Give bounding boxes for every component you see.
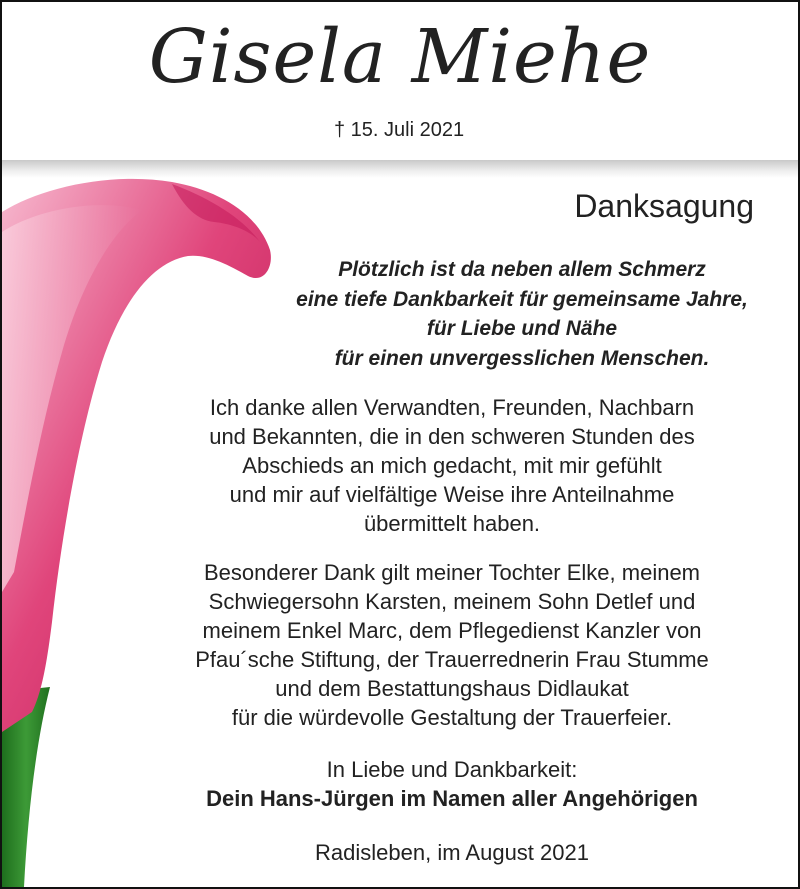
quote-line: eine tiefe Dankbarkeit für gemeinsame Jahre, bbox=[296, 287, 748, 311]
paragraph-line: Pfau´sche Stiftung, der Trauerrednerin Frau Stumme bbox=[195, 647, 709, 672]
paragraph-line: für die würdevolle Gestaltung der Trauerfeier. bbox=[231, 705, 673, 730]
quote-line: für einen unvergesslichen Menschen. bbox=[334, 346, 710, 370]
quote-block bbox=[262, 255, 782, 373]
quote-line: für Liebe und Nähe bbox=[426, 317, 618, 340]
paragraph-line: übermittelt haben. bbox=[363, 511, 541, 536]
section-title: Danksagung bbox=[574, 188, 754, 224]
place-date: Radisleben, im August 2021 bbox=[315, 840, 589, 865]
thanks-paragraph-1 bbox=[132, 393, 772, 538]
paragraph-line: und Bekannten, die in den schweren Stunden des bbox=[209, 424, 695, 449]
signature: Dein Hans-Jürgen im Namen aller Angehörigen bbox=[206, 786, 698, 811]
paragraph-line: Besonderer Dank gilt meiner Tochter Elke, meinem bbox=[203, 560, 701, 585]
deceased-name: Gisela Miehe bbox=[148, 14, 652, 100]
paragraph-line: Abschieds an mich gedacht, mit mir gefühlt bbox=[242, 453, 662, 478]
paragraph-line: Ich danke allen Verwandten, Freunden, Nachbarn bbox=[209, 395, 695, 420]
paragraph-line: und mir auf vielfältige Weise ihre Anteilnahme bbox=[229, 482, 675, 507]
paragraph-line: Schwiegersohn Karsten, meinem Sohn Detlef und bbox=[208, 589, 696, 614]
paragraph-line: und dem Bestattungshaus Didlaukat bbox=[275, 676, 629, 701]
paragraph-line: meinem Enkel Marc, dem Pflegedienst Kanzler von bbox=[202, 618, 702, 643]
header bbox=[2, 2, 798, 160]
thanks-paragraph-2 bbox=[132, 558, 772, 732]
death-date: † 15. Juli 2021 bbox=[334, 119, 465, 141]
quote-line: Plötzlich ist da neben allem Schmerz bbox=[338, 258, 706, 281]
closing-block bbox=[132, 755, 772, 813]
closing-line: In Liebe und Dankbarkeit: bbox=[326, 757, 578, 782]
